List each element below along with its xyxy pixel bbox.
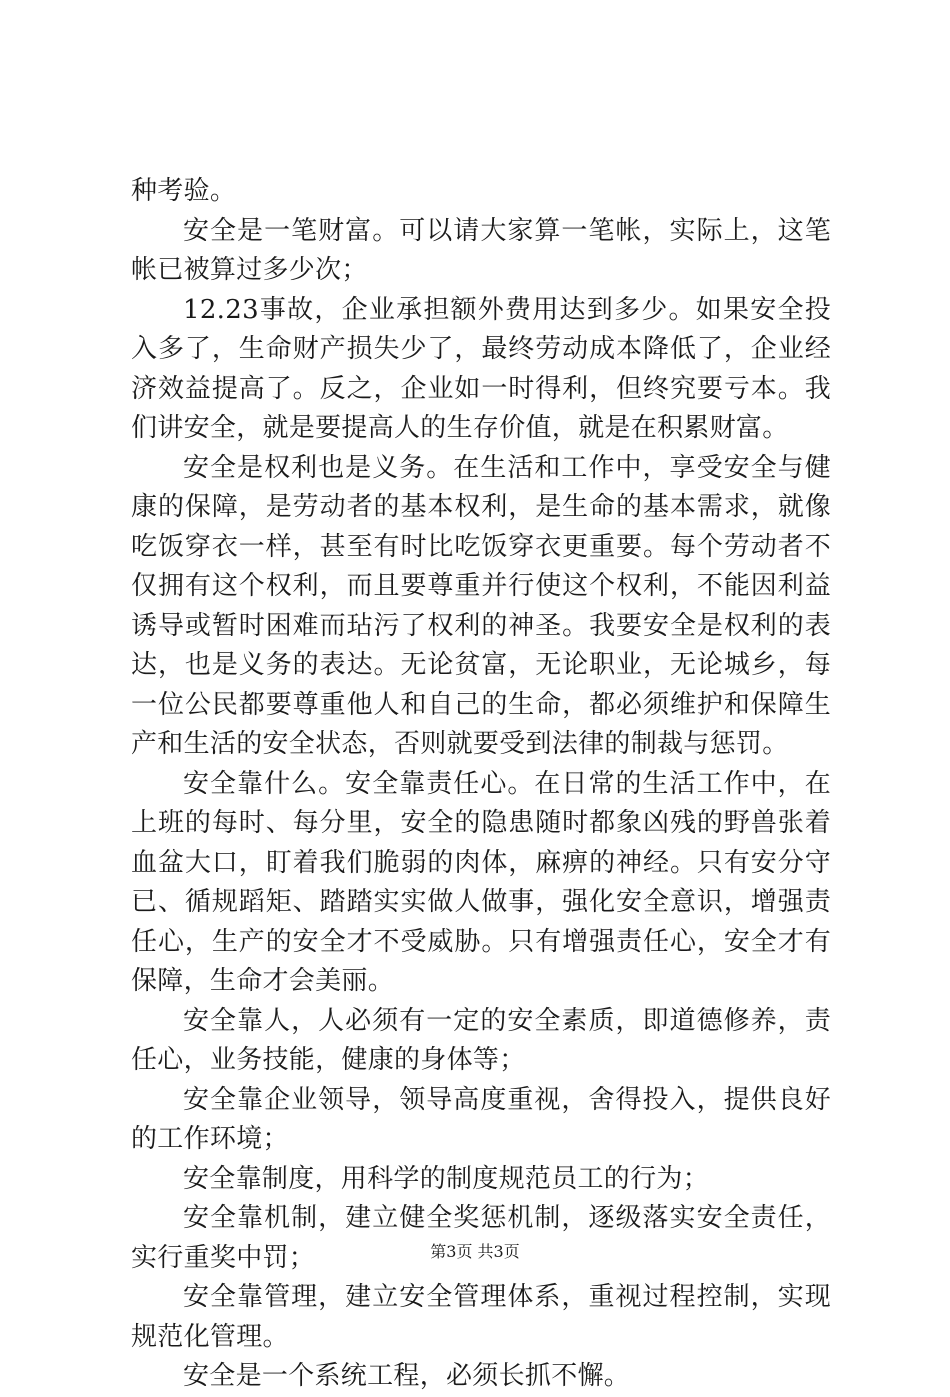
paragraph-rely-mechanism: 安全靠机制，建立健全奖惩机制，逐级落实安全责任，实行重奖中罚； [131,1203,831,1273]
paragraph-responsibility: 安全靠什么。安全靠责任心。在日常的生活工作中，在上班的每时、每分里，安全的隐患随时都象凶残的野兽张着血盆大口，盯着我们脆弱的肉体，麻痹的神经。只有安分守已、循规蹈矩、踏踏实实做人做事，强化安全意识，增强责任心，生产的安全才不受威胁。只有增强责任心，安全才有保障，生命才会美丽。 [131,768,831,996]
paragraph-conclusion: 安全是一个系统工程，必须长抓不懈。 [183,1361,631,1391]
page-number: 第3页 共3页 [430,1242,520,1261]
paragraph-continuation: 种考验。 [131,176,237,206]
paragraph-rights-duties: 安全是权利也是义务。在生活和工作中，享受安全与健康的保障，是劳动者的基本权利，是生命的基本需求，就像吃饭穿衣一样，甚至有时比吃饭穿衣更重要。每个劳动者不仅拥有这个权利，而且要尊重并行使这个权利，不能因利益诱导或暂时困难而玷污了权利的神圣。我要安全是权利的表达，也是义务的表达。无论贫富，无论职业，无论城乡，每一位公民都要尊重他人和自己的生命，都必须维护和保障生产和生活的安全状态，否则就要受到法律的制裁与惩罚。 [131,452,831,759]
paragraph-rely-management: 安全靠管理，建立安全管理体系，重视过程控制，实现规范化管理。 [131,1282,831,1352]
paragraph-safety-wealth: 安全是一笔财富。可以请大家算一笔帐，实际上，这笔帐已被算过多少次； [131,215,831,285]
paragraph-rely-people: 安全靠人，人必须有一定的安全素质，即道德修养，责任心，业务技能，健康的身体等； [131,1005,831,1075]
paragraph-accident-cost: 12.23事故，企业承担额外费用达到多少。如果安全投入多了，生命财产损失少了，最终劳动成本降低了，企业经济效益提高了。反之，企业如一时得利，但终究要亏本。我们讲安全，就是要提高人的生存价值，就是在积累财富。 [131,294,831,443]
paragraph-rely-leadership: 安全靠企业领导，领导高度重视，舍得投入，提供良好的工作环境； [131,1084,831,1154]
document-body [131,172,831,1397]
page-footer [0,1242,950,1262]
paragraph-rely-system: 安全靠制度，用科学的制度规范员工的行为； [183,1163,710,1194]
